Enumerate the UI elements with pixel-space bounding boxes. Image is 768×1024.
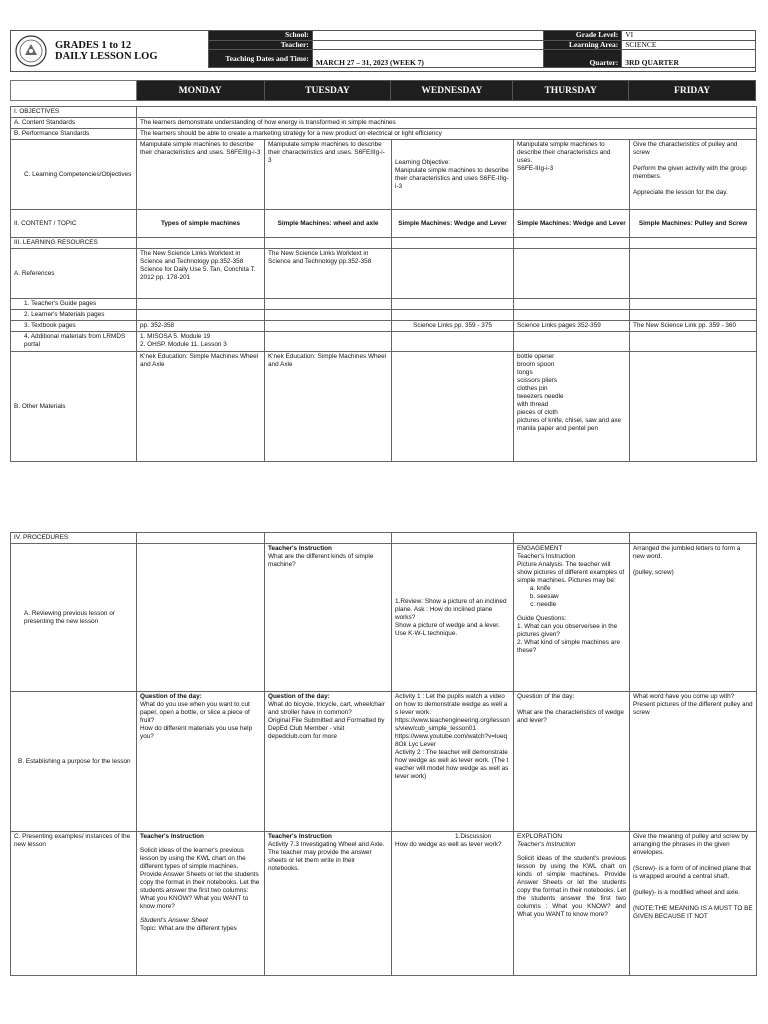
empty-cell	[137, 310, 265, 321]
purpose-monday-heading: Question of the day:	[140, 693, 202, 700]
empty-cell	[630, 238, 757, 249]
header-info-grid	[208, 30, 756, 68]
day-thursday: THURSDAY	[513, 81, 629, 101]
weekday-header	[10, 80, 756, 101]
presenting-monday-heading: Teacher's Instruction	[140, 833, 204, 840]
topic-thursday: Simple Machines: Wedge and Lever	[514, 210, 630, 238]
review-tuesday	[265, 544, 392, 692]
purpose-wednesday: Activity 1 : Let the pupils watch a video on how to demonstrate wedge as well as lever work. https://www.teachengineering.org/lessons/view/cub_simple_lesson01 https://www.youtube.com/watch?v=lueq8Ok Lyc Lever Activity 2 : The teacher will demonstrate how wedge as well as lever work. (The teacher will model how wedge as well as lever work)	[392, 692, 514, 832]
empty-cell	[137, 533, 265, 544]
review-wednesday: 1.Review: Show a picture of an inclined plane. Ask : How do inclined plane works? Show a picture of wedge and a lever. Use K-W-L technique.	[392, 544, 514, 692]
empty-cell	[630, 299, 757, 310]
competencies-label	[11, 140, 137, 210]
topic-wednesday: Simple Machines: Wedge and Lever	[392, 210, 514, 238]
content-topic-label: II. CONTENT / TOPIC	[11, 210, 137, 238]
dates-label: Teaching Dates and Time:	[209, 50, 313, 68]
textbook-monday: pp. 352-358	[137, 321, 265, 332]
other-thursday: bottle opener broom spoon tongs scissors pliers clothes pin tweezers needle with thread pieces of cloth pictures of knife, chisel, saw and axe manila paper and pentel pen	[514, 352, 630, 462]
purpose-monday-text: What do you use when you want to cut paper, open a bottle, or slice a piece of fruit? How do different materials you use help you?	[140, 701, 253, 740]
empty-cell	[265, 299, 392, 310]
day-tuesday: TUESDAY	[264, 81, 391, 101]
presenting-tuesday-heading: Teacher's Instruction	[268, 833, 332, 840]
empty-cell	[630, 310, 757, 321]
teachers-guide-label	[11, 299, 137, 310]
presenting-tuesday	[265, 832, 392, 976]
teacher-value	[312, 40, 544, 50]
competency-monday: Manipulate simple machines to describe their characteristics and uses. S6FEIIIg-i-3	[137, 140, 265, 210]
review-friday: Arranged the jumbled letters to form a new word. (pulley, screw)	[630, 544, 757, 692]
engagement-text: Teacher's Instruction Picture Analysis. The teacher will show pictures of different examples of simple machines. Pictures may be:	[517, 553, 625, 584]
presenting-examples-label: C. Presenting examples/ instances of the new lesson	[11, 832, 137, 976]
empty-cell	[392, 533, 514, 544]
teachers-guide-text: 1. Teacher's Guide pages	[24, 300, 97, 307]
additional-materials-text: 4. Additional materials from LRMDS portal	[24, 333, 126, 348]
presenting-thursday	[514, 832, 630, 976]
presenting-monday	[137, 832, 265, 976]
references-tuesday: The New Science Links Worktext in Science and Technology pp.352-358	[265, 249, 392, 299]
additional-monday: 1. MISOSA 5. Module 19 2. OHSP. Module 11. Lesson 3	[137, 332, 265, 352]
purpose-tuesday-text: What do bicycle, tricycle, cart, wheelchair and stroller have in common? Original File Submitted and Formatted by DepEd Club Member - visit depedclub.com for more	[268, 701, 385, 740]
deped-seal-icon	[15, 35, 47, 67]
area-value: SCIENCE	[622, 40, 756, 50]
day-friday: FRIDAY	[629, 81, 756, 101]
performance-standards-text: The learners should be able to create a marketing strategy for a new product on electrical or light efficiency	[137, 129, 757, 140]
presenting-friday: Give the meaning of pulley and screw by arranging the phrases in the given envelopes. (Screw)- is a form of of inclined plane that is wrapped around a central shaft. (pulley)- is a modified wheel and axle. (NOTE:THE MEANING IS A MUST TO BE GIVEN BECAUSE IT NOT	[630, 832, 757, 976]
presenting-wednesday: 1.Discussion How do wedge as well as lever work?	[392, 832, 514, 976]
textbook-wednesday: Science Links pp. 359 - 375	[392, 321, 514, 332]
list-item: a. knife	[537, 585, 626, 593]
quarter-label: Quarter:	[544, 50, 622, 68]
school-label: School:	[209, 31, 313, 41]
empty-cell	[392, 332, 514, 352]
dates-value: MARCH 27 – 31, 2023 (WEEK 7)	[312, 50, 544, 68]
document-title	[55, 40, 158, 62]
procedures-section-label: IV. PROCEDURES	[11, 533, 137, 544]
empty-cell	[137, 299, 265, 310]
grade-value: VI	[622, 31, 756, 41]
textbook-friday: The New Science Link pp. 359 - 360	[630, 321, 757, 332]
empty-cell	[265, 332, 392, 352]
purpose-text: B. Establishing a purpose for the lesson	[18, 757, 131, 765]
empty-cell	[630, 533, 757, 544]
competency-friday: Give the characteristics of pulley and screw Perform the given activity with the group members. Appreciate the lesson for the day.	[630, 140, 757, 210]
empty-cell	[514, 299, 630, 310]
purpose-tuesday	[265, 692, 392, 832]
answer-sheet-topic: Topic: What are the different types	[140, 925, 237, 932]
resources-section-label: III. LEARNING RESOURCES	[11, 238, 137, 249]
objectives-resources-table	[10, 106, 757, 462]
other-tuesday: K'nek Education: Simple Machines Wheel and Axle	[265, 352, 392, 462]
topic-tuesday: Simple Machines: wheel and axle	[265, 210, 392, 238]
performance-standards-label: B. Performance Standards	[11, 129, 137, 140]
additional-materials-label	[11, 332, 137, 352]
other-monday: K'nek Education: Simple Machines Wheel and Axle	[137, 352, 265, 462]
empty-cell	[392, 352, 514, 462]
empty-cell	[265, 310, 392, 321]
guide-questions: Guide Questions: 1. What can you observe/see in the pictures given? 2. What kind of simple machines are these?	[517, 615, 621, 654]
purpose-thursday: Question of the day: What are the characteristics of wedge and lever?	[514, 692, 630, 832]
empty-cell	[630, 352, 757, 462]
empty-cell	[137, 544, 265, 692]
empty-cell	[514, 310, 630, 321]
engagement-heading: ENGAGEMENT	[517, 545, 563, 552]
competency-wednesday: Learning Objective: Manipulate simple machines to describe their characteristics and uses S6FE-IIIg-i-3	[392, 140, 514, 210]
exploration-text: Solicit ideas of the student's previous lesson by using the KWL chart on kinds of simple machines. Provide Answer Sheets or let the students copy the format in their notebooks. Let the students answer the first two columns : What you KNOW? and What you WANT to know more?	[517, 855, 626, 918]
area-label: Learning Area:	[544, 40, 622, 50]
presenting-monday-text: Solicit ideas of the learner's previous lesson by using the KWL chart on the different types of simple machines. Provide Answer Sheets or let the students copy the format in their notebooks. Let the students answer the first two columns: What you KNOW? What you WANT to know more?	[140, 847, 260, 910]
review-tuesday-heading: Teacher's Instruction	[268, 545, 332, 552]
reviewing-lesson-label	[11, 544, 137, 692]
empty-cell	[265, 533, 392, 544]
purpose-tuesday-heading: Question of the day:	[268, 693, 330, 700]
empty-cell	[265, 321, 392, 332]
empty-cell	[630, 332, 757, 352]
empty-cell	[514, 332, 630, 352]
reviewing-lesson-text: A. Reviewing previous lesson or presenting the new lesson	[24, 609, 115, 625]
grade-label: Grade Level:	[544, 31, 622, 41]
procedures-table	[10, 532, 757, 976]
other-materials-label: B. Other Materials	[11, 352, 137, 462]
empty-cell	[630, 249, 757, 299]
content-standards-label: A. Content Standards	[11, 118, 137, 129]
picture-list	[517, 585, 626, 609]
day-wednesday: WEDNESDAY	[391, 81, 513, 101]
answer-sheet-title: Student's Answer Sheet	[140, 917, 208, 924]
competencies-label-text: C. Learning Competencies/Objectives	[24, 170, 132, 178]
review-tuesday-text: What are the different kinds of simple machine?	[268, 553, 374, 568]
day-header-blank	[11, 81, 137, 101]
day-monday: MONDAY	[136, 81, 264, 101]
purpose-monday	[137, 692, 265, 832]
empty-cell	[137, 238, 265, 249]
competency-thursday: Manipulate simple machines to describe their characteristics and uses. S6FE-IIIg-i-3	[514, 140, 630, 210]
textbook-thursday: Science Links pages 352-359	[514, 321, 630, 332]
exploration-subheading: Teacher's Instruction	[517, 841, 576, 848]
competency-tuesday: Manipulate simple machines to describe their characteristics and uses. S6FEIIIg-i-3	[265, 140, 392, 210]
textbook-pages-text: 3. Textbook pages	[24, 322, 76, 329]
list-item: c. needle	[537, 601, 626, 609]
review-thursday	[514, 544, 630, 692]
topic-friday: Simple Machines: Pulley and Screw	[630, 210, 757, 238]
title-line-2: DAILY LESSON LOG	[55, 51, 158, 62]
empty-cell	[392, 238, 514, 249]
presenting-tuesday-text: Activity 7.3 Investigating Wheel and Axle. The teacher may provide the answer sheets or let them write in their notebooks.	[268, 841, 385, 872]
exploration-heading: EXPLORATION	[517, 833, 562, 840]
purpose-friday: What word have you come up with? Present pictures of the different pulley and screw	[630, 692, 757, 832]
empty-cell	[514, 238, 630, 249]
objectives-section-label: I. OBJECTIVES	[11, 107, 137, 118]
quarter-value: 3RD QUARTER	[622, 50, 756, 68]
empty-cell	[265, 238, 392, 249]
textbook-pages-label	[11, 321, 137, 332]
teacher-label: Teacher:	[209, 40, 313, 50]
topic-monday: Types of simple machines	[137, 210, 265, 238]
empty-cell	[514, 249, 630, 299]
references-label: A. References	[11, 249, 137, 299]
title-line-1: GRADES 1 to 12	[55, 40, 132, 51]
empty-cell	[392, 249, 514, 299]
empty-cell	[392, 310, 514, 321]
learners-materials-text: 2. Learner's Materials pages	[24, 311, 105, 318]
learners-materials-label	[11, 310, 137, 321]
list-item: b. seesaw	[537, 593, 626, 601]
empty-cell	[392, 299, 514, 310]
content-standards-text: The learners demonstrate understanding of how energy is transformed in simple machines	[137, 118, 757, 129]
purpose-label	[11, 692, 137, 832]
references-monday: The New Science Links Worktext in Science and Technology pp.352-358 Science for Daily Use 5. Tan, Conchita T. 2012 pp. 178-201	[137, 249, 265, 299]
school-value	[312, 31, 544, 41]
empty-cell	[137, 107, 757, 118]
empty-cell	[514, 533, 630, 544]
